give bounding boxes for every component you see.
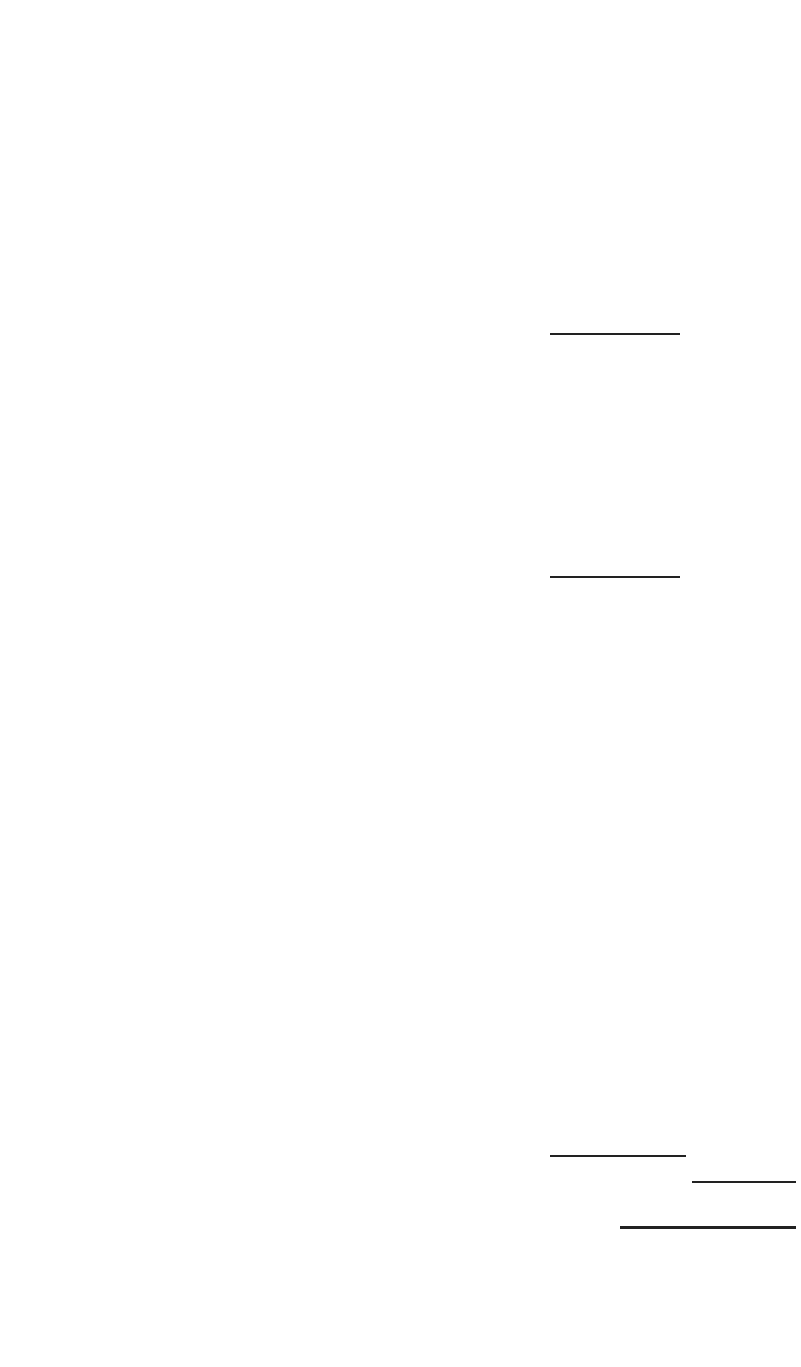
rule-transferred	[550, 333, 680, 335]
balance-line-2	[34, 240, 46, 262]
rule-grand-top	[692, 1181, 796, 1183]
rule-grand-bottom	[620, 1226, 796, 1229]
rule-beds	[550, 576, 680, 578]
rule-general	[550, 1155, 686, 1157]
